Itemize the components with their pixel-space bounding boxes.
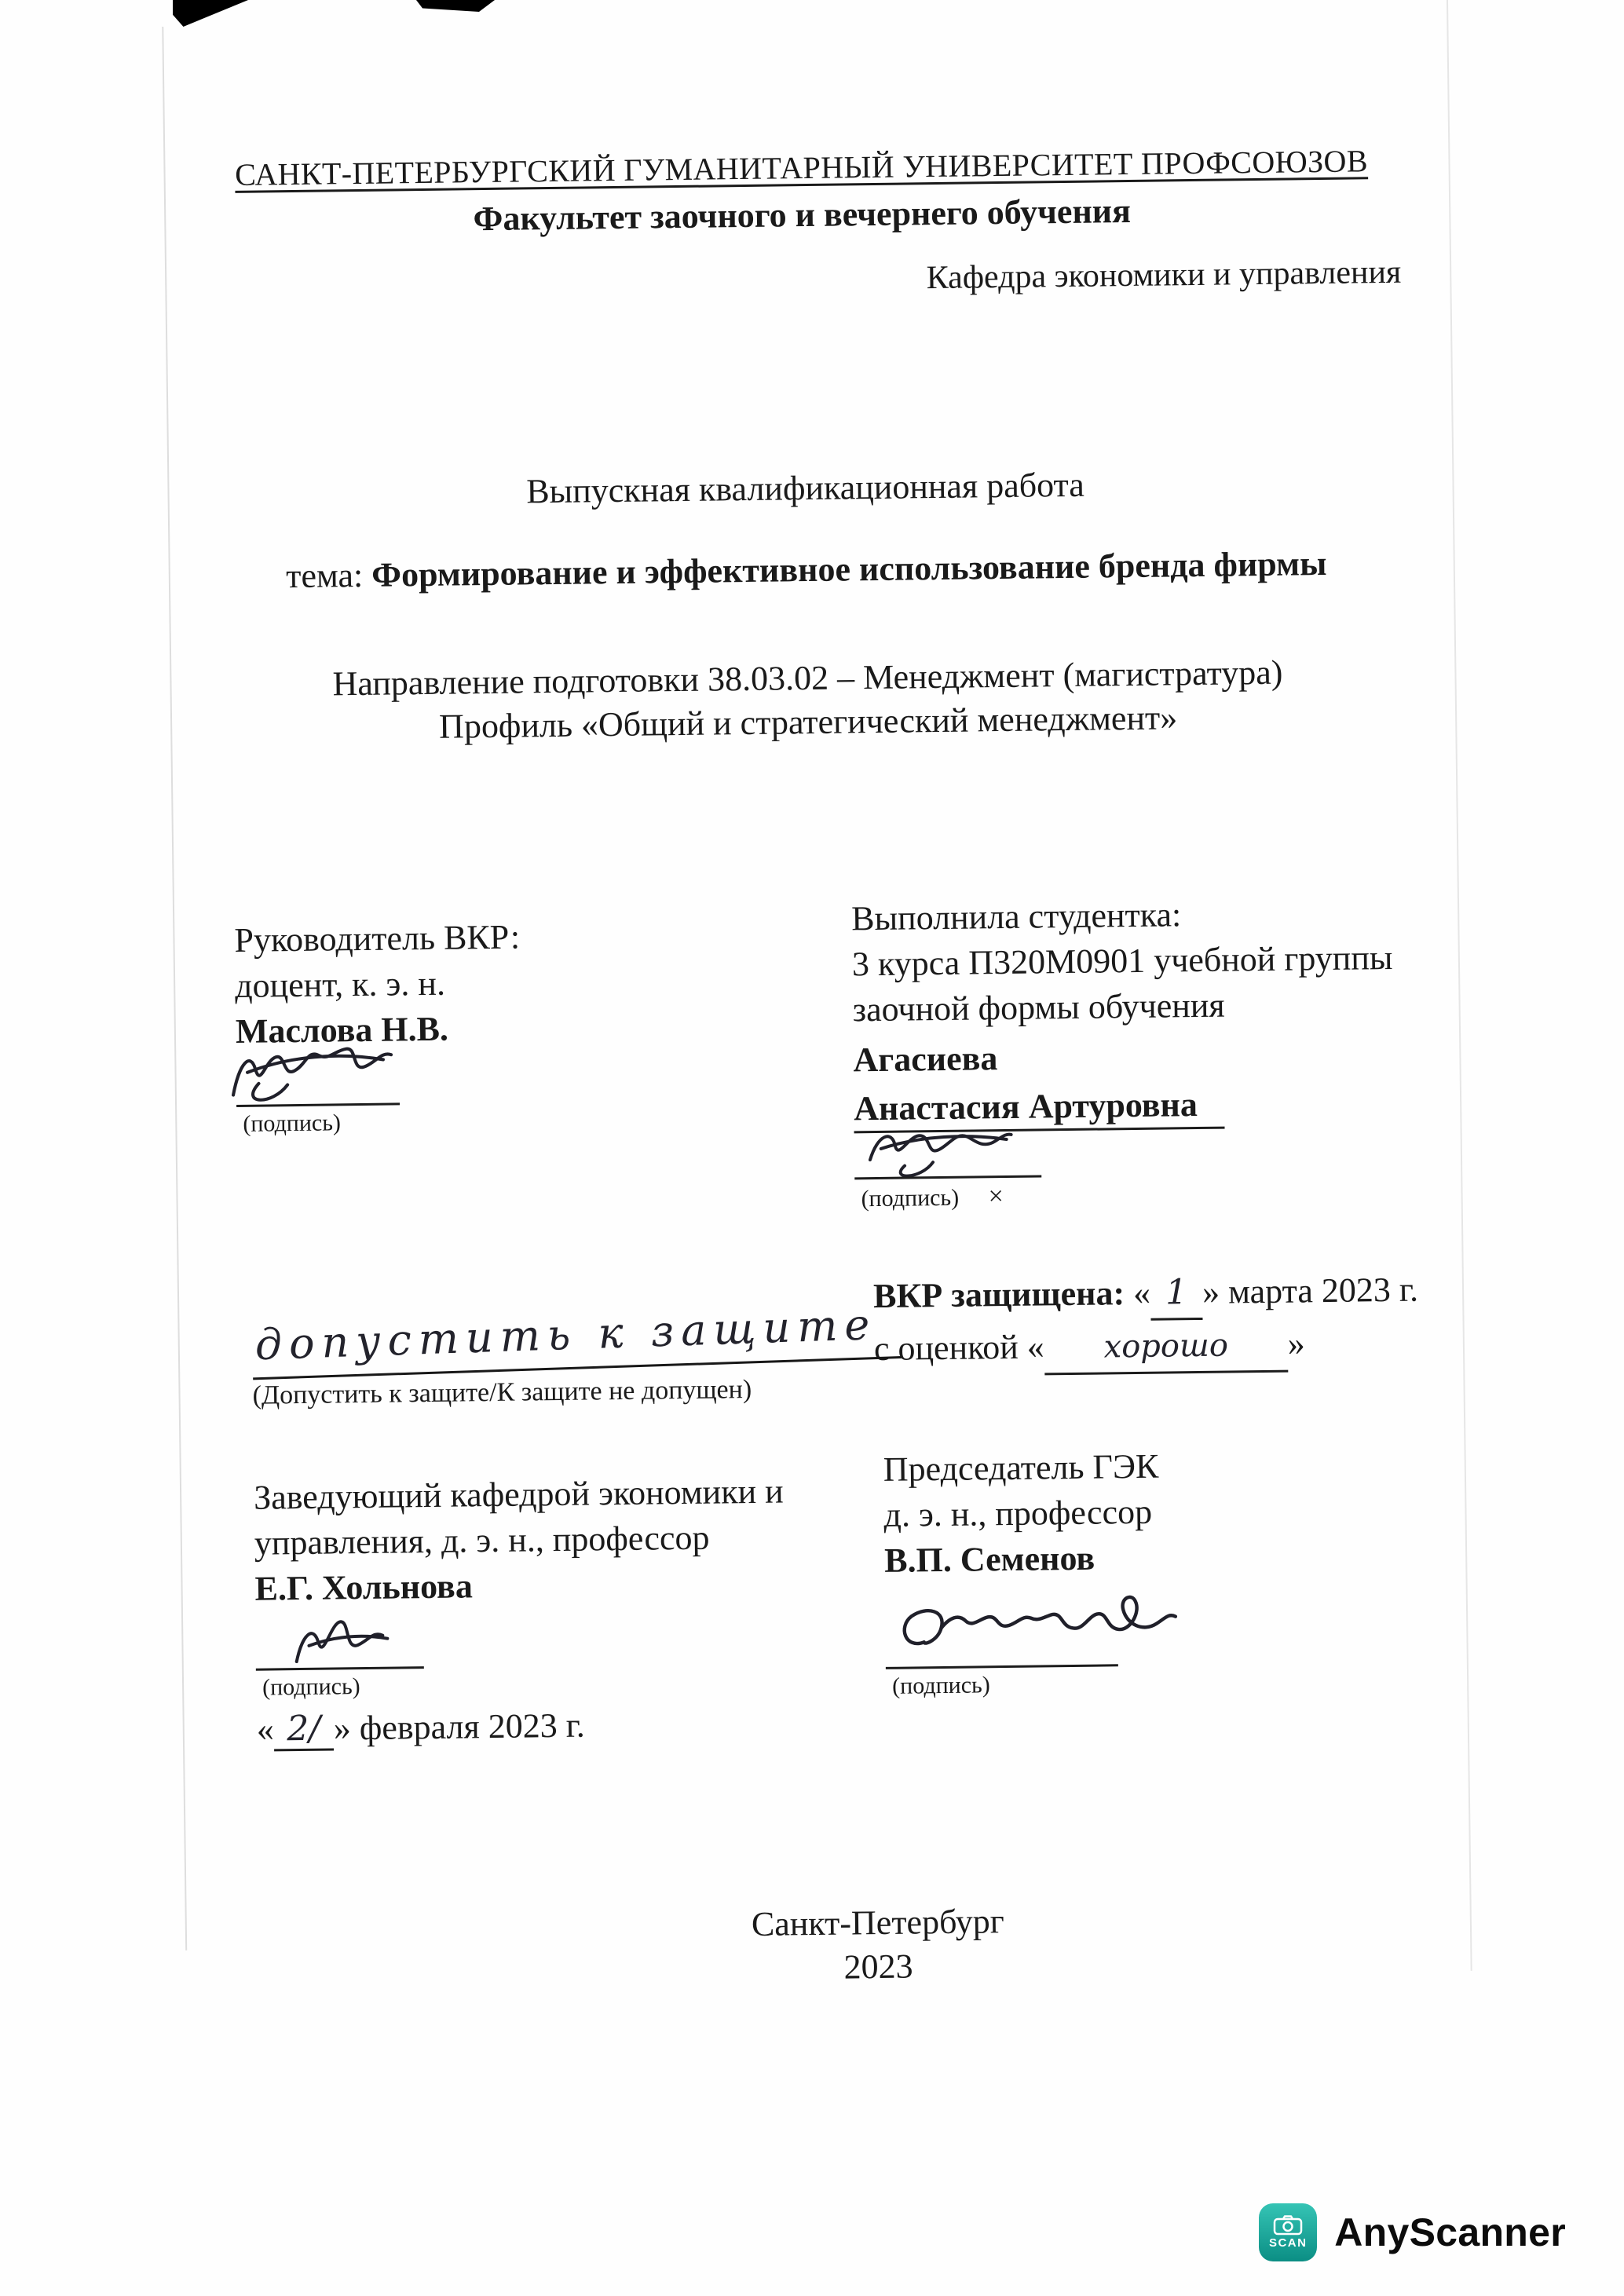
- student-group: 3 курса П320М0901 учебной группы: [851, 938, 1393, 984]
- student-signature-caption: [861, 1182, 1004, 1213]
- grade-close-quote: »: [1287, 1324, 1306, 1363]
- grade-open-quote: «: [1026, 1327, 1045, 1366]
- defense-day: 1: [1150, 1267, 1203, 1321]
- department-name: Кафедра экономики и управления: [926, 254, 1402, 297]
- theme-text: Формирование и эффективное использование бренда фирмы: [371, 543, 1327, 594]
- student-signature-caption-text: (подпись): [861, 1184, 960, 1212]
- student-heading: Выполнила студентка:: [850, 895, 1182, 938]
- defense-block: [873, 1265, 1419, 1377]
- head-line2: управления, д. э. н., профессор: [254, 1518, 710, 1563]
- head-line1: Заведующий кафедрой экономики и: [253, 1472, 784, 1517]
- admission-handwriting: допустить к защите: [254, 1300, 878, 1370]
- chairman-name: В.П. Семенов: [883, 1538, 1095, 1580]
- grade-value: хорошо: [1044, 1320, 1288, 1376]
- university-name: САНКТ-ПЕТЕРБУРГСКИЙ ГУМАНИТАРНЫЙ УНИВЕРСИТЕТ ПРОФСОЮЗОВ: [234, 143, 1369, 192]
- anyscanner-brand-text: AnyScanner: [1334, 2210, 1566, 2254]
- chairman-signature: [880, 1581, 1195, 1668]
- chairman-signature-caption: (подпись): [891, 1672, 990, 1699]
- faculty-name: Факультет заочного и вечернего обучения: [473, 191, 1132, 239]
- direction-line: Направление подготовки 38.03.02 – Менеджмент (магистратура): [332, 653, 1283, 704]
- student-given-names: Анастасия Артуровна: [854, 1085, 1224, 1134]
- head-date-day: 2/: [273, 1709, 334, 1752]
- supervisor-name: Маслова Н.В.: [235, 1009, 449, 1051]
- supervisor-role: Руководитель ВКР:: [234, 917, 521, 960]
- anyscanner-icon: [1259, 2203, 1317, 2261]
- page-edge-right: [1447, 0, 1472, 1971]
- student-form: заочной формы обучения: [852, 985, 1225, 1029]
- anyscanner-watermark: [1259, 2203, 1566, 2261]
- head-name: Е.Г. Хольнова: [254, 1567, 474, 1608]
- chairman-role: Председатель ГЭК: [883, 1446, 1159, 1489]
- supervisor-degree: доцент, к. э. н.: [234, 963, 446, 1005]
- work-type: Выпускная квалификационная работа: [525, 465, 1085, 511]
- defense-open-quote: «: [1132, 1273, 1151, 1313]
- student-block: [851, 890, 1395, 1132]
- defense-line: [873, 1265, 1419, 1324]
- scan-label: SCAN: [1268, 2236, 1308, 2250]
- theme-line: [0, 539, 1619, 599]
- head-date-rest: » февраля 2023 г.: [333, 1706, 586, 1748]
- head-date-line: [256, 1706, 585, 1752]
- admission-line: [251, 1299, 902, 1380]
- student-surname: Агасиева: [853, 1039, 998, 1080]
- page-edge-left: [162, 27, 187, 1951]
- admission-caption: (Допустить к защите/К защите не допущен): [252, 1374, 752, 1410]
- footer-year: 2023: [843, 1947, 913, 1987]
- department-head-block: [254, 1468, 785, 1611]
- chairman-degree: д. э. н., профессор: [883, 1492, 1153, 1534]
- x-mark: ×: [988, 1182, 1004, 1212]
- chairman-block: [883, 1444, 1160, 1584]
- head-date-open: «: [256, 1709, 275, 1749]
- camera-icon: [1273, 2215, 1303, 2236]
- head-signature-caption: (подпись): [262, 1673, 360, 1701]
- defense-label: ВКР защищена:: [872, 1274, 1125, 1316]
- admission-block: [251, 1300, 901, 1411]
- profile-line: Профиль «Общий и стратегический менеджмент»: [438, 698, 1178, 746]
- grade-line: [874, 1318, 1420, 1377]
- grade-label: с оценкой: [873, 1327, 1019, 1369]
- footer-city: Санкт-Петербург: [751, 1902, 1005, 1944]
- defense-date: » марта 2023 г.: [1202, 1270, 1419, 1311]
- theme-label: тема:: [285, 555, 364, 596]
- supervisor-signature-caption: (подпись): [243, 1110, 342, 1137]
